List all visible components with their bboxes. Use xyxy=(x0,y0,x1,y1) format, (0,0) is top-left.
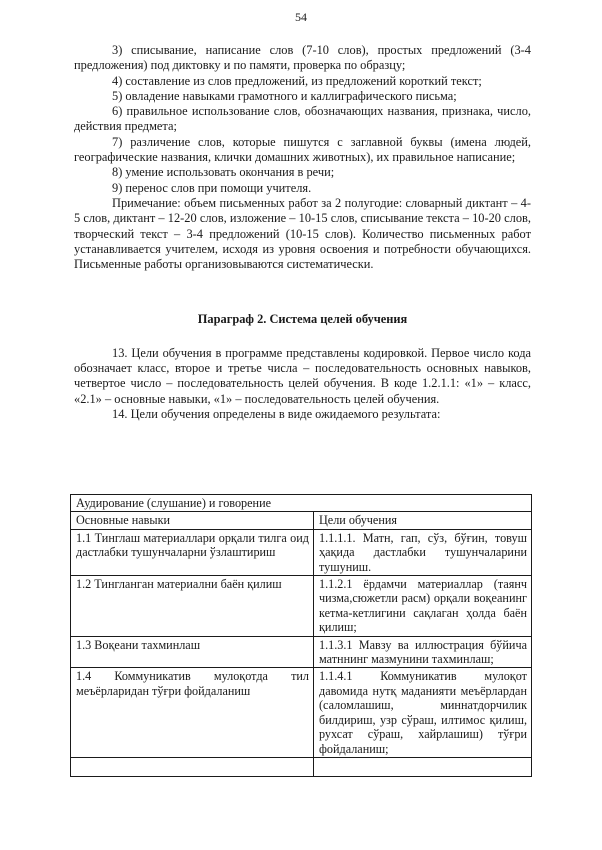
table-empty-row xyxy=(71,757,532,776)
goal-cell: 1.1.3.1 Мавзу ва иллюстрация бўйича матннинг мазмунини тахминлаш; xyxy=(314,636,532,668)
paragraph-14: 14. Цели обучения определены в виде ожидаемого результата: xyxy=(112,406,441,421)
note-paragraph: Примечание: объем письменных работ за 2 полугодие: словарный диктант – 4-5 слов, диктант – 12-20 слов, изложение – 10-15 слов, списывание текста – 10-20 слов, творческий текст – 3-4 предложений (10-15 слов). Количество письменных работ устанавливается учителем, исходя из уровня освоения и потребности обучающихся. Письменные работы организовываются систематически. xyxy=(74,195,531,272)
table-header-row xyxy=(71,512,532,529)
skill-cell: 1.3 Воқеани тахминлаш xyxy=(71,636,314,668)
empty-cell xyxy=(314,757,532,776)
list-item: 9) перенос слов при помощи учителя. xyxy=(112,180,312,195)
list-item: 6) правильное использование слов, обозначающих названия, признака, число, действия предмета; xyxy=(74,104,531,134)
goal-cell: 1.1.1.1. Матн, гап, сўз, бўғин, товуш ҳақида дастлабки тушунчаларини тушуниш. xyxy=(314,529,532,575)
table-row xyxy=(71,636,532,668)
table-row xyxy=(71,576,532,637)
list-item: 4) составление из слов предложений, из предложений короткий текст; xyxy=(112,73,482,88)
empty-cell xyxy=(71,757,314,776)
goal-cell: 1.1.2.1 ёрдамчи материаллар (таянч чизма,сюжетли расм) орқали воқеанинг кетма-кетлигини сақлаган ҳолда баён қилиш; xyxy=(314,576,532,637)
table-section-row xyxy=(71,495,532,512)
column-header-goals: Цели обучения xyxy=(314,512,532,529)
document-body xyxy=(74,43,531,422)
skill-cell: 1.1 Тинглаш материаллари орқали тилга оид дастлабки тушунчаларни ўзлаштириш xyxy=(71,529,314,575)
list-item: 3) списывание, написание слов (7-10 слов), простых предложений (3-4 предложения) под диктовку и по памяти, проверка по образцу; xyxy=(74,43,531,73)
goal-cell: 1.1.4.1 Коммуникатив мулоқот давомида нутқ маданияти меъёрлардан (саломлашиш, миннатдорчилик билдириш, узр сўраш, илтимос қилиш, рухсат сўраш, хайрлашиш) тўғри фойдаланиш; xyxy=(314,668,532,757)
paragraph-13: 13. Цели обучения в программе представлены кодировкой. Первое число кода обозначает класс, второе и третье числа – последовательность основных навыков, четвертое число – последовательность целей обучения. В коде 1.2.1.1: «1» – класс, «2.1» – основные навыки, «1» – последовательность целей обучения. xyxy=(74,345,531,406)
skill-cell: 1.4 Коммуникатив мулоқотда тил меъёрларидан тўғри фойдаланиш xyxy=(71,668,314,757)
list-item: 5) овладение навыками грамотного и каллиграфического письма; xyxy=(112,88,457,103)
section-heading: Параграф 2. Система целей обучения xyxy=(197,312,408,327)
table-row xyxy=(71,529,532,575)
column-header-skills: Основные навыки xyxy=(71,512,314,529)
table-section-title: Аудирование (слушание) и говорение xyxy=(71,495,532,512)
learning-goals-table xyxy=(70,494,532,777)
skill-cell: 1.2 Тингланган материални баён қилиш xyxy=(71,576,314,637)
list-item: 8) умение использовать окончания в речи; xyxy=(112,165,335,180)
list-item: 7) различение слов, которые пишутся с заглавной буквы (имена людей, географические названия, клички домашних животных), их правильное написание; xyxy=(74,134,531,165)
table-row xyxy=(71,668,532,757)
page-number: 54 xyxy=(295,10,307,24)
